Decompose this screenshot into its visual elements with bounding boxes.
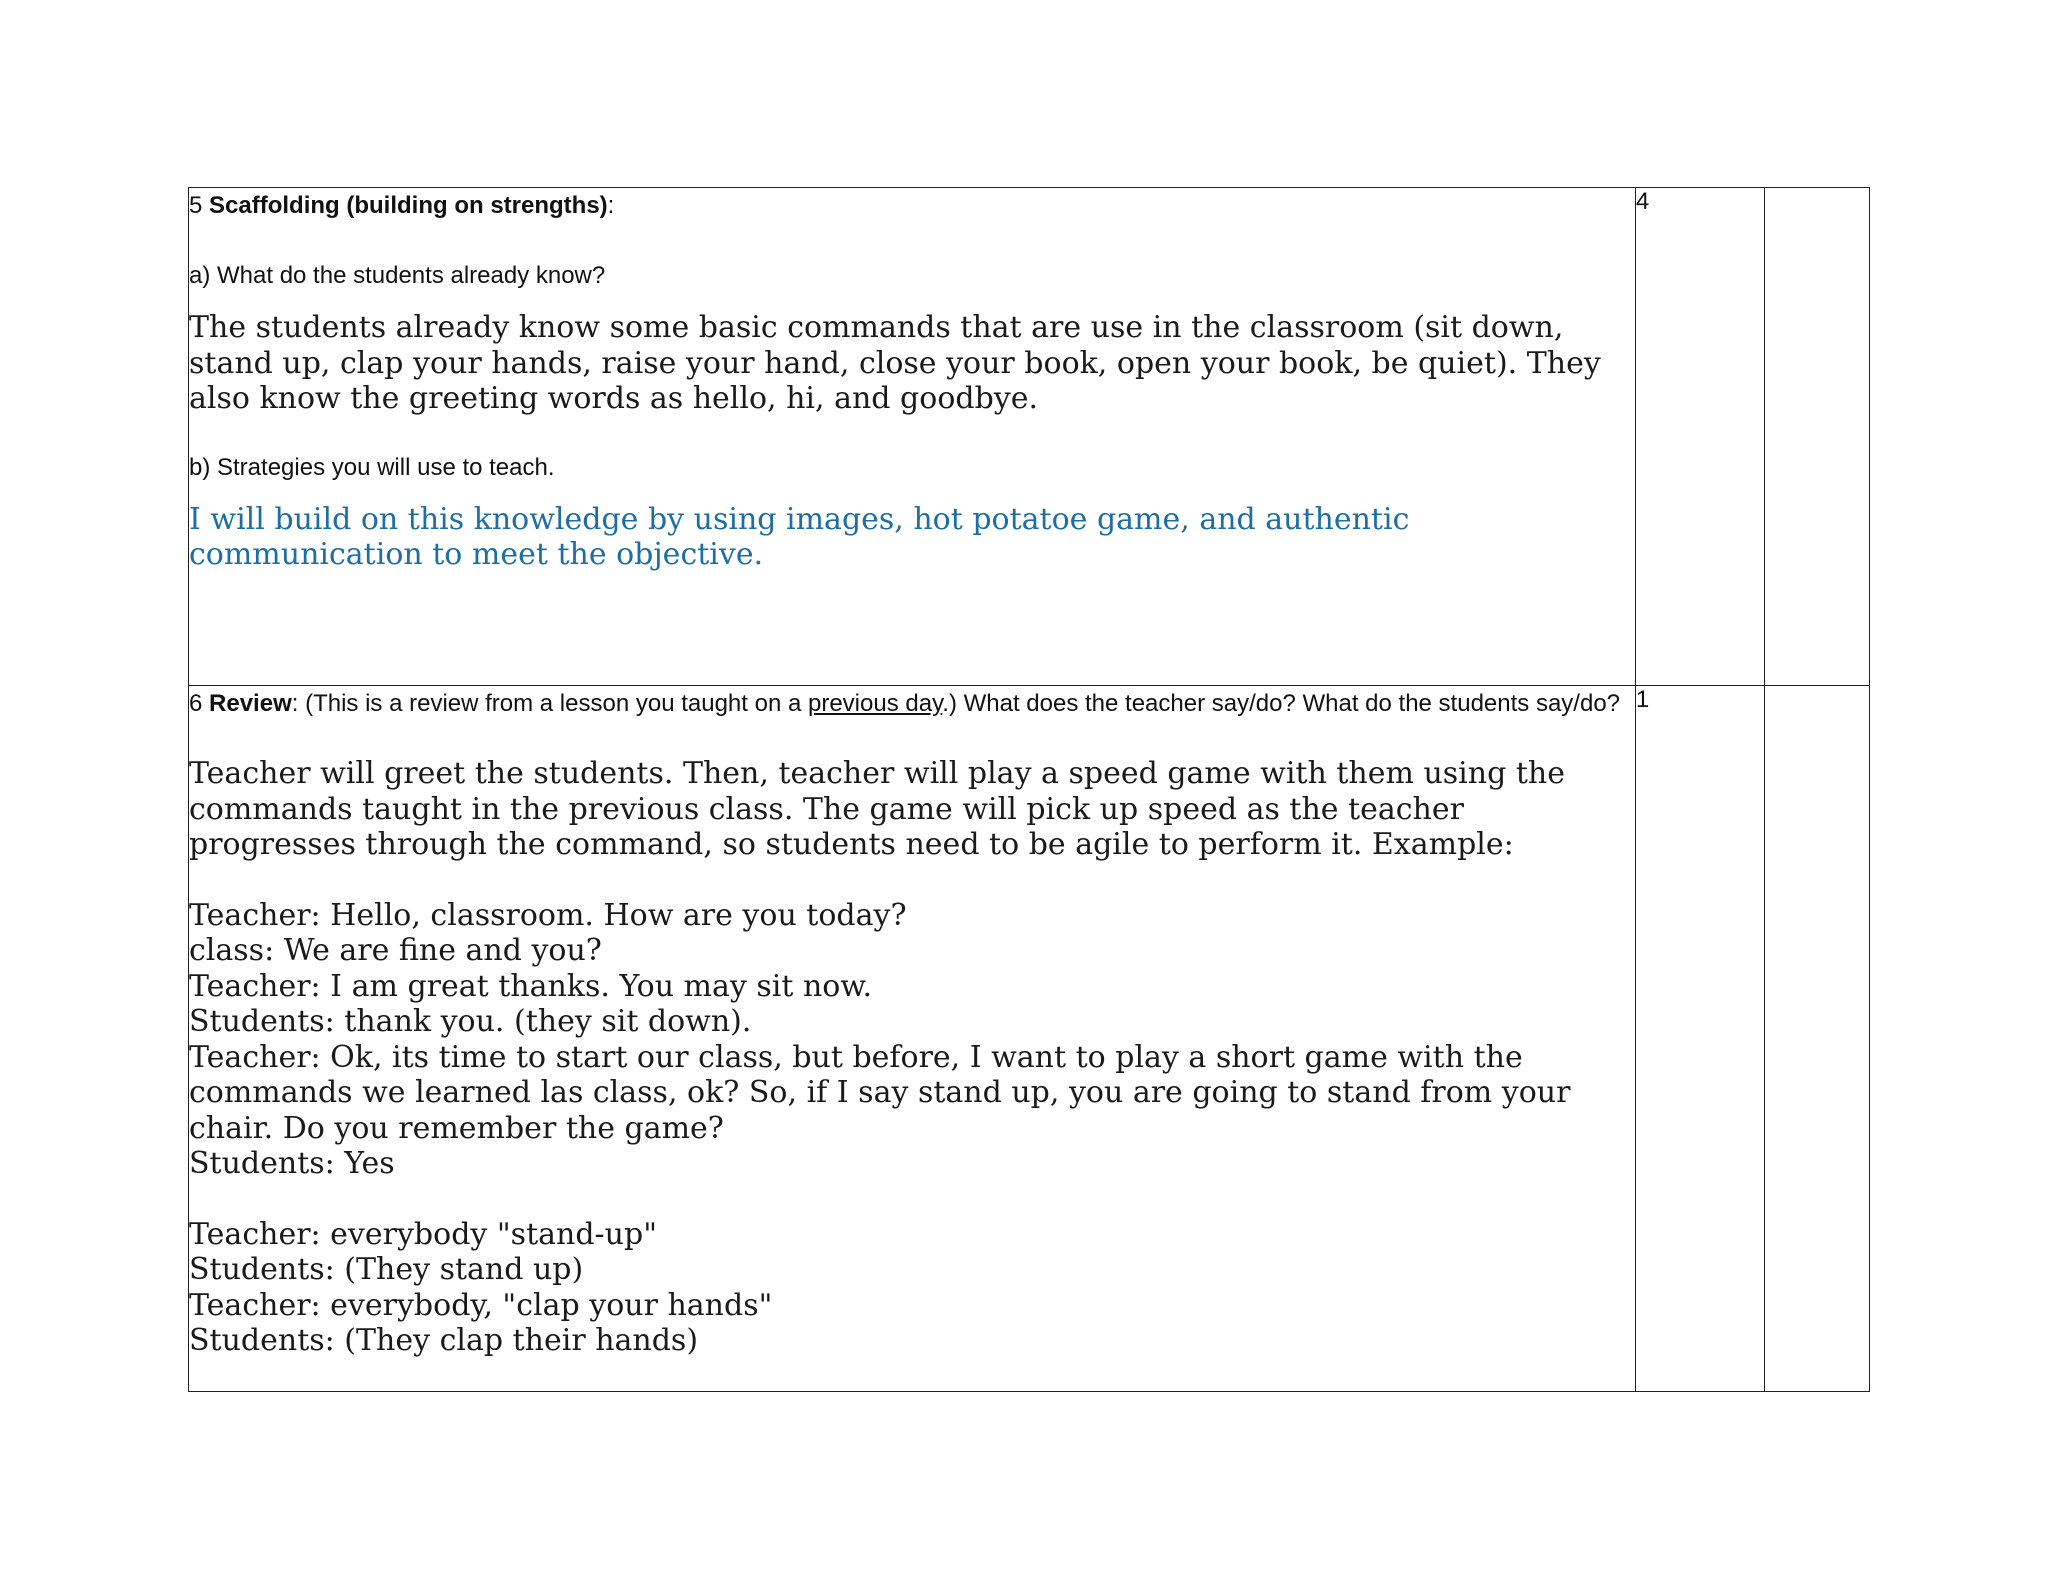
lesson-plan-table [188,187,1870,1392]
answer-a: The students already know some basic commands that are use in the classroom (sit down, stand up, clap your hands, raise your hand, close your book, open your book, be quiet). They also know the greeting words as hello, hi, and goodbye. [189,310,1601,416]
review-cell [189,686,1636,1392]
dialogue-block-2 [189,1217,1635,1359]
dialogue-line: class: We are fine and you? [189,933,602,968]
scaffolding-row [189,188,1870,686]
review-blank-cell [1764,686,1869,1392]
dialogue-line: Teacher: Hello, classroom. How are you today? [189,897,907,933]
dialogue-block-1 [189,898,1635,1182]
dialogue-line: Teacher: everybody, "clap your hands" [189,1287,773,1323]
heading-text-2: .) What does the teacher say/do? What do the students say/do? [942,690,1621,717]
title-suffix: : [607,192,615,219]
scaffolding-cell [189,188,1636,686]
section-title: Review [209,690,292,717]
dialogue-line: Teacher: I am great thanks. You may sit now. [189,968,872,1004]
scaffolding-heading [189,188,1635,223]
dialogue-line: Teacher: everybody "stand-up" [189,1216,658,1252]
dialogue-line: Students: (They clap their hands) [189,1323,699,1358]
prompt-b: b) Strategies you will use to teach. [189,453,555,481]
dialogue-line: Students: Yes [189,1146,395,1181]
heading-underlined: previous day [807,690,943,717]
heading-text-1: : (This is a review from a lesson you taught on a [291,690,808,717]
section-number: 6 [189,690,203,717]
review-heading [189,686,1635,721]
section-title: Scaffolding (building on strengths) [209,192,608,219]
scaffolding-score: 4 [1635,188,1764,686]
section-number: 5 [189,192,203,219]
dialogue-line: Students: thank you. (they sit down). [189,1004,752,1039]
prompt-a: a) What do the students already know? [189,262,606,289]
dialogue-line: Teacher: Ok, its time to start our class, but before, I want to play a short game with the commands we learned las class, ok? So, if I say stand up, you are going to stand from your chair. Do you remember the game? [189,1039,1571,1146]
dialogue-line: Students: (They stand up) [189,1252,584,1287]
scaffolding-blank-cell [1764,188,1869,686]
answer-b: I will build on this knowledge by using images, hot potatoe game, and authentic communication to meet the objective. [189,501,1410,572]
review-row [189,686,1870,1392]
review-score: 1 [1635,686,1764,1392]
review-intro: Teacher will greet the students. Then, teacher will play a speed game with them using the commands taught in the previous class. The game will pick up speed as the teacher progresses through the command, so students need to be agile to perform it. Example: [189,756,1565,862]
